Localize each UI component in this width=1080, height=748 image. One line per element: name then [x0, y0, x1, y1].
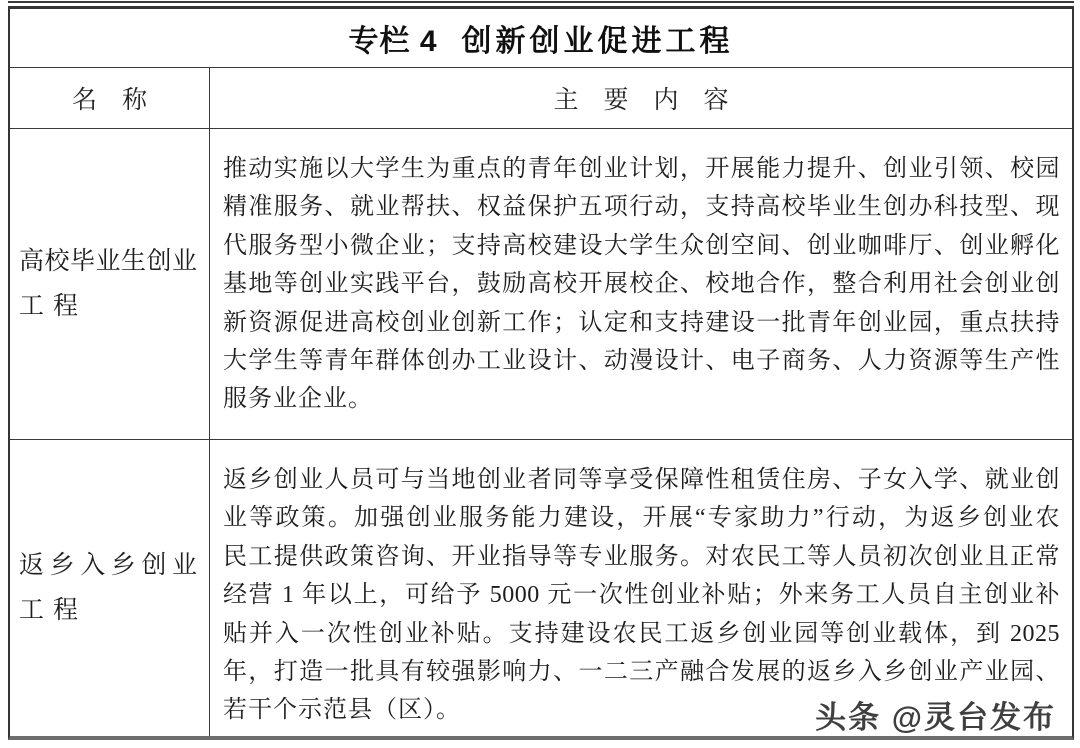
column4-table [8, 6, 1074, 740]
row-content-line: 经营 1 年以上，可给予 5000 元一次性创业补贴；外来务工人员自主创业补 [223, 582, 1060, 609]
row-content-line: 精准服务、就业帮扶、权益保护五项行动，支持高校毕业生创办科技型、现 [223, 194, 1060, 221]
row-name-cell [10, 129, 210, 439]
table-title-prefix: 专栏 4 [348, 25, 438, 58]
row-content-line: 服务业企业。 [223, 386, 373, 413]
row-content-line: 代服务型小微企业；支持高校建设大学生众创空间、创业咖啡厅、创业孵化 [223, 232, 1060, 259]
row-content-line: 贴并入一次性创业补贴。支持建设农民工返乡创业园等创业载体，到 2025 [223, 620, 1060, 647]
row-name-line: 高校毕业生创业 [19, 248, 197, 275]
row-name-line: 工程 [19, 293, 88, 320]
row-content-line: 新资源促进高校创业创新工作；认定和支持建设一批青年创业园，重点扶持 [223, 309, 1060, 336]
table-title-main: 创新创业促进工程 [461, 25, 734, 58]
row-content-cell [210, 129, 1072, 439]
row-name-line: 返乡入乡创业 [19, 552, 197, 579]
row-name-cell [10, 440, 210, 736]
row-content-line: 业等政策。加强创业服务能力建设，开展“专家助力”行动，为返乡创业农 [223, 505, 1060, 532]
row-content-line: 若干个示范县（区）。 [223, 697, 461, 724]
row-content-line: 推动实施以大学生为重点的青年创业计划，开展能力提升、创业引领、校园 [223, 156, 1060, 182]
row-content-line: 大学生等青年群体创办工业设计、动漫设计、电子商务、人力资源等生产性 [223, 348, 1060, 375]
watermark: 头条 @灵台发布 [815, 700, 1056, 735]
table-title [10, 9, 1072, 68]
row-name-line: 工程 [19, 597, 88, 624]
row-content-line: 民工提供政策咨询、开业指导等专业服务。对农民工等人员初次创业且正常 [223, 543, 1060, 570]
table-row [10, 129, 1072, 440]
table-header-row [10, 68, 1072, 129]
row-content-line: 基地等创业实践平台，鼓励高校开展校企、校地合作，整合利用社会创业创 [223, 271, 1060, 298]
top-rule [8, 1, 1074, 3]
row-content-line: 年，打造一批具有较强影响力、一二三产融合发展的返乡入乡创业产业园、 [223, 659, 1060, 686]
header-content-column: 主 要 内 容 [553, 87, 729, 114]
row-content-line: 返乡创业人员可与当地创业者同等享受保障性租赁住房、子女入学、就业创 [223, 467, 1060, 493]
header-name-column: 名 称 [10, 68, 210, 128]
